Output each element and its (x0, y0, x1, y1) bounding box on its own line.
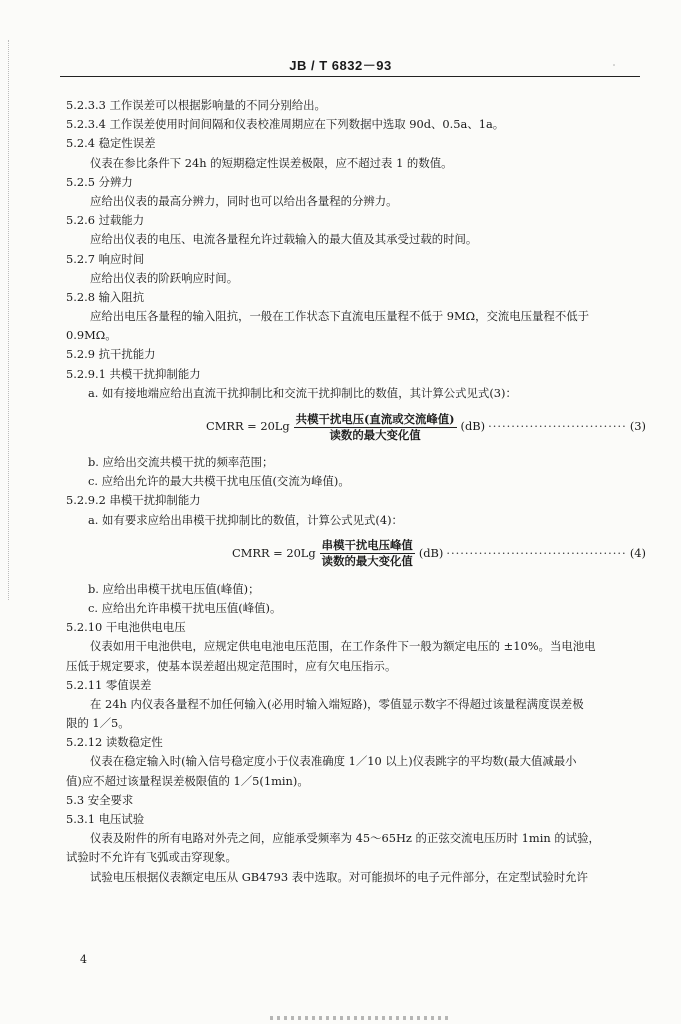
clause-5-2-6-body: 应给出仪表的电压、电流各量程允许过载输入的最大值及其承受过载的时间。 (90, 232, 478, 247)
clause-5-2-12-body-line1: 仪表在稳定输入时(输入信号稳定度小于仪表准确度 1／10 以上)仪表跳字的平均数(最大值减最小 (90, 754, 577, 769)
clause-5-2-9-1-title: 5.2.9.1 共模干扰抑制能力 (66, 366, 201, 381)
formula-4-leader-dots (446, 544, 626, 563)
clause-5-2-9-1-c: c. 应给出允许的最大共模干扰电压值(交流为峰值)。 (88, 474, 350, 489)
clause-5-3-1-body-line2: 试验时不允许有飞弧或击穿现象。 (66, 850, 237, 865)
clause-5-3-title: 5.3 安全要求 (66, 792, 134, 807)
formula-3-lhs: CMRR = 20Lg (206, 419, 290, 434)
formula-4 (66, 534, 646, 574)
document-body (66, 96, 646, 887)
clause-5-2-4-title: 5.2.4 稳定性误差 (66, 136, 156, 151)
standard-number-header: JB / T 6832－93 (289, 58, 392, 73)
clause-5-2-10-body-line1: 仪表如用干电池供电，应规定供电电池电压范围，在工作条件下一般为额定电压的 ±10%。当电池电 (90, 639, 596, 654)
clause-5-2-8-title: 5.2.8 输入阻抗 (66, 289, 145, 304)
scan-bottom-smudge (270, 1016, 450, 1020)
clause-5-2-5-title: 5.2.5 分辨力 (66, 174, 133, 189)
clause-5-2-8-body-line2: 0.9MΩ。 (66, 328, 117, 343)
scan-margin-marks (8, 40, 15, 600)
formula-3-number: (3) (629, 419, 646, 434)
formula-3-fraction (294, 412, 457, 443)
clause-5-2-11-body-line2: 限的 1／5。 (66, 716, 130, 731)
clause-5-2-9-1-b: b. 应给出交流共模干扰的频率范围； (88, 455, 274, 469)
clause-5-2-9-2-c: c. 应给出允许串模干扰电压值(峰值)。 (88, 600, 282, 615)
clause-5-3-1-body-line3: 试验电压根据仪表额定电压从 GB4793 表中选取。对可能损坏的电子元件部分，在定型试验时允许 (90, 869, 588, 884)
clause-5-2-7-body: 应给出仪表的阶跃响应时间。 (90, 270, 239, 285)
clause-5-2-11-body-line1: 在 24h 内仪表各量程不加任何输入(必用时输入端短路)，零值显示数字不得超过该量程满度误差极 (90, 696, 584, 711)
clause-5-3-1-title: 5.3.1 电压试验 (66, 812, 145, 826)
formula-4-numerator: 串模干扰电压峰值 (321, 538, 413, 553)
corner-mark: ˙ (612, 64, 616, 73)
clause-5-2-9-2-b: b. 应给出串模干扰电压值(峰值)； (88, 581, 260, 596)
formula-3-unit: (dB) (460, 419, 486, 434)
clause-5-2-6-title: 5.2.6 过载能力 (66, 213, 145, 228)
formula-4-fraction (320, 538, 415, 569)
formula-4-number: (4) (629, 546, 646, 561)
clause-5-3-1-body-line1: 仪表及附件的所有电路对外壳之间，应能承受频率为 45～65Hz 的正弦交流电压历时 1min 的试验， (90, 831, 600, 846)
clause-5-2-12-body-line2: 值)应不超过该量程误差极限值的 1／5(1min)。 (66, 773, 309, 788)
clause-5-2-10-body-line2: 压低于规定要求，使基本误差超出规定范围时，应有欠电压指示。 (66, 658, 397, 673)
clause-5-2-9-2-a: a. 如有要求应给出串模干扰抑制比的数值，计算公式见式(4)： (88, 512, 403, 527)
clause-5-2-12-title: 5.2.12 读数稳定性 (66, 735, 163, 750)
clause-5-2-8-body-line1: 应给出电压各量程的输入阻抗，一般在工作状态下直流电压量程不低于 9MΩ，交流电压量程不低于 (90, 309, 589, 324)
clause-5-2-4-body: 仪表在参比条件下 24h 的短期稳定性误差极限，应不超过表 1 的数值。 (90, 155, 453, 170)
header-rule (60, 76, 640, 77)
clause-5-2-9-title: 5.2.9 抗干扰能力 (66, 347, 156, 362)
clause-5-2-3-3: 5.2.3.3 工作误差可以根据影响量的不同分别给出。 (66, 98, 326, 112)
clause-5-2-7-title: 5.2.7 响应时间 (66, 251, 145, 266)
formula-3-denominator: 读数的最大变化值 (329, 427, 421, 442)
clause-5-2-9-2-title: 5.2.9.2 串模干扰抑制能力 (66, 493, 201, 508)
page-number: 4 (80, 953, 87, 966)
clause-5-2-9-1-a: a. 如有接地端应给出直流干扰抑制比和交流干扰抑制比的数值，其计算公式见式(3)： (88, 385, 517, 400)
formula-3 (66, 407, 646, 447)
formula-4-denominator: 读数的最大变化值 (321, 554, 413, 569)
formula-3-leader-dots (488, 417, 627, 436)
formula-4-unit: (dB) (418, 546, 444, 561)
formula-4-lhs: CMRR = 20Lg (232, 546, 316, 561)
clause-5-2-10-title: 5.2.10 干电池供电电压 (66, 620, 186, 635)
clause-5-2-11-title: 5.2.11 零值误差 (66, 677, 152, 692)
formula-3-numerator: 共模干扰电压(直流或交流峰值) (295, 411, 455, 426)
clause-5-2-5-body: 应给出仪表的最高分辨力，同时也可以给出各量程的分辨力。 (90, 193, 398, 208)
clause-5-2-3-4: 5.2.3.4 工作误差使用时间间隔和仪表校准周期应在下列数据中选取 90d、0.5a、1a。 (66, 117, 505, 132)
